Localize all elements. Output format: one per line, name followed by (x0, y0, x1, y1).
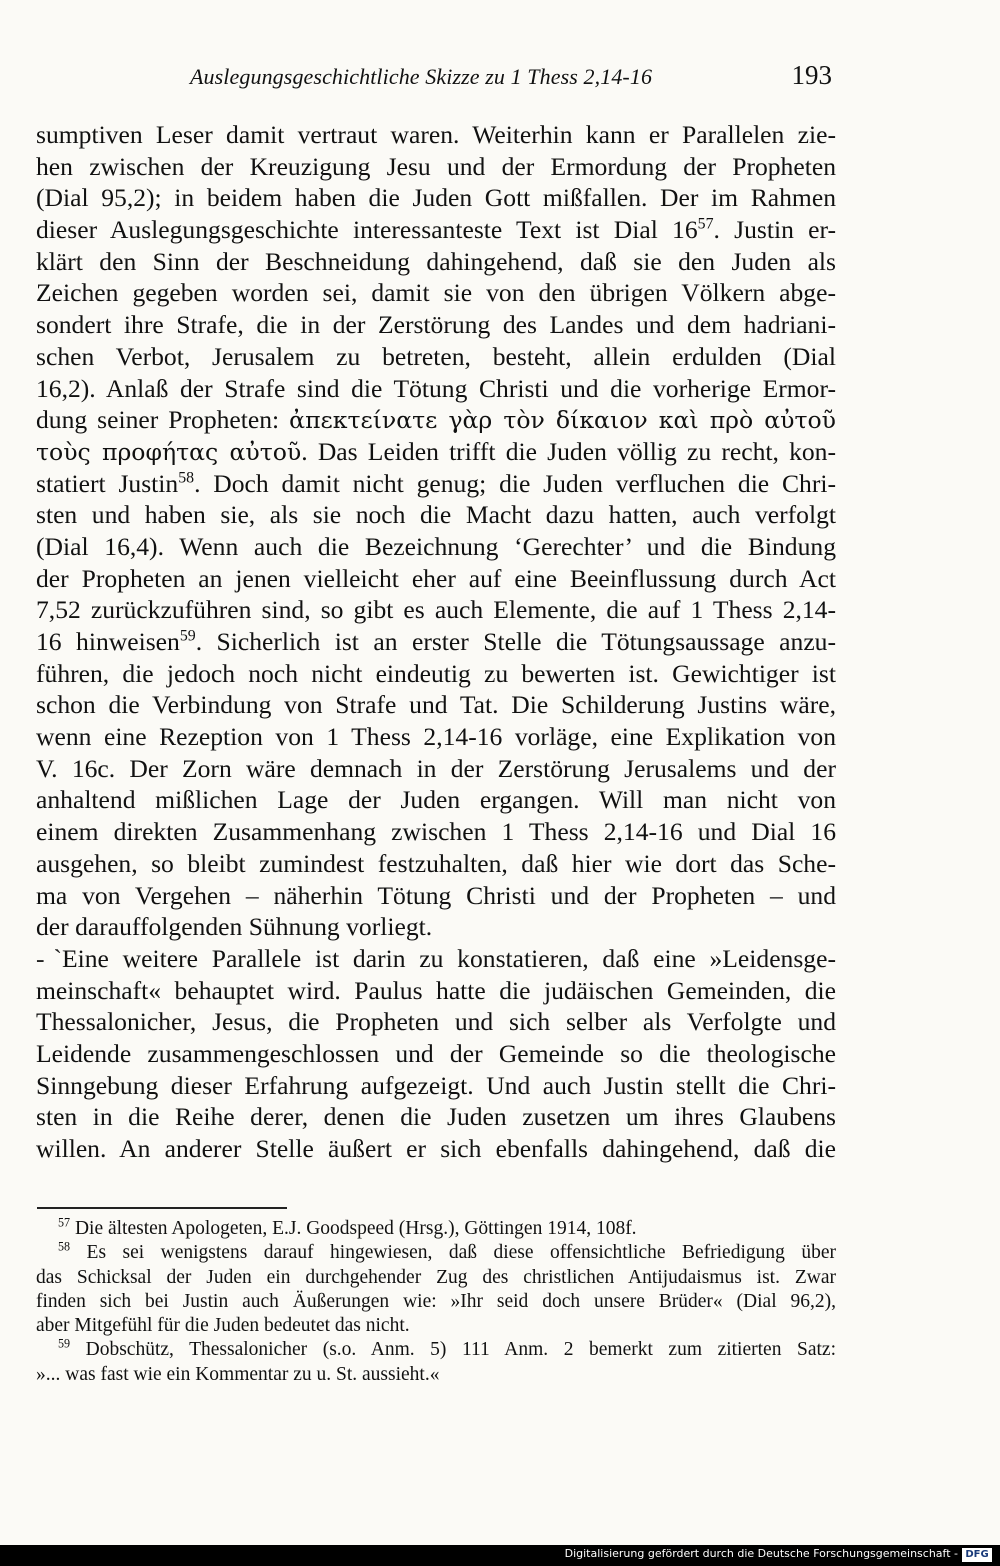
footnote-number: 58 (58, 1239, 71, 1254)
footnote-number: 59 (58, 1336, 71, 1351)
text-line: Leidende zusammengeschlossen und der Gemeinde so die theologische (36, 1038, 836, 1068)
running-title: Auslegungsgeschichtliche Skizze zu 1 Thess 2,14-16 (190, 64, 653, 89)
text-line: führen, die jedoch noch nicht eindeutig zu bewerten ist. Gewichtiger ist (36, 658, 836, 688)
text-line: dung seiner Propheten: ἀπεκτείνατε γὰρ τὸν δίκαιον καὶ πρὸ αὐτοῦ (36, 405, 836, 435)
text-line: schon die Verbindung von Strafe und Tat. Die Schilderung Justins wäre, (36, 690, 836, 720)
footnote-ref-58: 58 (178, 469, 195, 487)
footnote-58: $^{58}$ Es sei wenigstens darauf hingewiesen, daß diese offensichtliche Befriedigung über (58, 1239, 836, 1264)
text-line: -ˋEine weitere Parallele ist darin zu konstatieren, daß eine »Leidensge- (36, 943, 836, 973)
text-line: willen. An anderer Stelle äußert er sich ebenfalls dahingehend, daß die (36, 1134, 836, 1163)
digitization-footer (0, 1545, 1000, 1566)
footnotes (36, 1217, 836, 1387)
footnote-line: »... was fast wie ein Kommentar zu u. St. aussieht.« (36, 1363, 440, 1385)
text-line: klärt den Sinn der Beschneidung dahingehend, daß sie den Juden als (36, 246, 836, 276)
text-line: Thessalonicher, Jesus, die Propheten und sich selber als Verfolgte und (36, 1007, 836, 1037)
footnote-line: das Schicksal der Juden ein durchgehender Zug des christlichen Antijudaismus ist. Zwar (36, 1266, 836, 1288)
footnote-line: aber Mitgefühl für die Juden bedeutet das nicht. (36, 1315, 410, 1337)
text-line: V. 16c. Der Zorn wäre demnach in der Zerstörung Jerusalems und der (36, 753, 836, 783)
text-line: dieser Auslegungsgeschichte interessanteste Text ist Dial $16^{57}$. Justin er- (36, 215, 836, 245)
text-line: sumptiven Leser damit vertraut waren. Weiterhin kann er Parallelen zie- (36, 120, 836, 149)
text-line: 7,52 zurückzuführen sind, so gibt es auch Elemente, die auf 1 Thess 2,14- (36, 595, 836, 625)
text-line: hen zwischen der Kreuzigung Jesu und der Ermordung der Propheten (36, 151, 836, 181)
text-line: wenn eine Rezeption von 1 Thess 2,14-16 vorläge, eine Explikation von (36, 722, 836, 752)
footnote-ref-59: 59 (179, 627, 196, 645)
text-line: 16,2). Anlaß der Strafe sind die Tötung Christi und die vorherige Ermor- (36, 373, 836, 403)
dfg-logo-icon: DFG (962, 1548, 992, 1562)
text-line: der darauffolgenden Sühnung vorliegt. (36, 912, 433, 942)
footnote-line: finden sich bei Justin auch Äußerungen wie: »Ihr seid doch unsere Brüder« (Dial 96,2), (36, 1290, 836, 1312)
text-line: Sinngebung dieser Erfahrung aufgezeigt. Und auch Justin stellt die Chri- (36, 1070, 836, 1100)
footnote-number: 57 (58, 1215, 71, 1230)
text-line: ausgehen, so bleibt zumindest festzuhalten, daß hier wie dort das Sche- (36, 848, 836, 878)
text-line: ma von Vergehen – näherhin Tötung Christi und der Propheten – und (36, 880, 836, 910)
text-line: sten und haben sie, als sie noch die Macht dazu hatten, auch verfolgt (36, 500, 836, 530)
page-number: 193 (791, 60, 832, 90)
text-line: meinschaft« behauptet wird. Paulus hatte die judäischen Gemeinden, die (36, 975, 836, 1005)
text-line: (Dial 95,2); in beidem haben die Juden Gott mißfallen. Der im Rahmen (36, 183, 836, 213)
footnote-57: $^{57}$ Die ältesten Apologeten, E.J. Goodspeed (Hrsg.), Göttingen 1914, 108f. (58, 1215, 637, 1239)
text-line: der Propheten an jenen vielleicht eher auf eine Beeinflussung durch Act (36, 563, 836, 593)
text-line: einem direkten Zusammenhang zwischen 1 Thess 2,14-16 und Dial 16 (36, 817, 836, 847)
text-line: Zeichen gegeben worden sei, damit sie von den übrigen Völkern abge- (36, 278, 836, 308)
text-line: sondert ihre Strafe, die in der Zerstörung des Landes und dem hadriani- (36, 310, 836, 340)
footnote-59: $^{59}$ Dobschütz, Thessalonicher (s.o. Anm. 5) 111 Anm. 2 bemerkt zum zitierten Satz: (58, 1336, 836, 1361)
text-line: sten in die Reihe derer, denen die Juden zusetzen um ihres Glaubens (36, 1102, 836, 1132)
footnote-separator (37, 1207, 287, 1209)
text-line: statiert Justin$^{58}$. Doch damit nicht genug; die Juden verfluchen die Chri- (36, 468, 837, 498)
greek-quote: τοὺς προφήτας αὐτοῦ (36, 437, 302, 466)
text-line: (Dial 16,4). Wenn auch die Bezeichnung ‘Gerechter’ und die Bindung (36, 531, 836, 561)
text-line: schen Verbot, Jerusalem zu betreten, besteht, allein erdulden (Dial (36, 341, 836, 371)
text-line: τοὺς προφήτας αὐτοῦ. Das Leiden trifft die Juden völlig zu recht, kon- (36, 436, 836, 466)
footnote-ref-57: 57 (697, 215, 714, 233)
digitization-credit: Digitalisierung gefördert durch die Deutsche Forschungsgemeinschaft - (564, 1547, 958, 1560)
text-line: 16 hinweisen$^{59}$. Sicherlich ist an erster Stelle die Tötungsaussage anzu- (36, 627, 836, 656)
greek-quote: ἀπεκτείνατε γὰρ τὸν δίκαιον καὶ πρὸ αὐτοῦ (289, 406, 836, 435)
main-text (36, 119, 836, 1165)
text-line: anhaltend mißlichen Lage der Juden ergangen. Will man nicht von (36, 785, 836, 815)
marginal-mark: -ˋ (36, 943, 62, 973)
